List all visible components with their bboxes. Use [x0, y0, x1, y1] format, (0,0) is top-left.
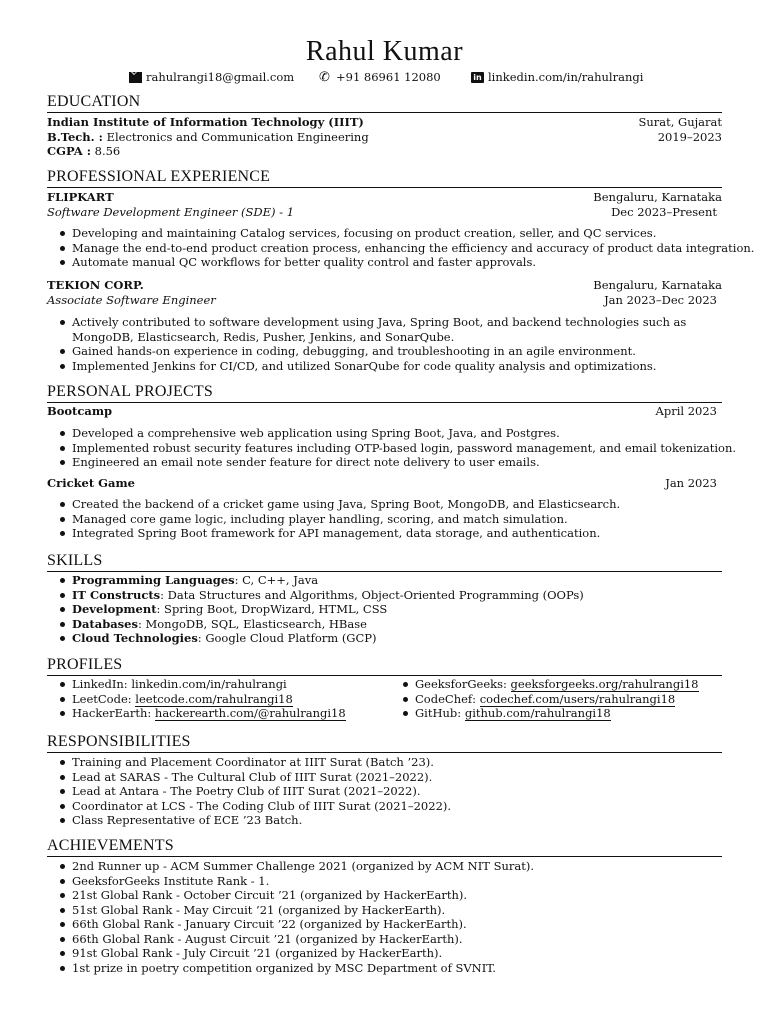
email-text[interactable]: rahulrangi18@gmail.com	[146, 70, 295, 84]
skill-value: : MongoDB, SQL, Elasticsearch, HBase	[137, 616, 367, 631]
list-item: Implemented robust security features including OTP-based login, password management, and email tokenization.	[47, 441, 736, 456]
profile-link[interactable]: geeksforgeeks.org/rahulrangi18	[510, 677, 699, 691]
list-item: Integrated Spring Boot framework for API management, data storage, and authentication.	[47, 526, 620, 541]
job-header-row	[47, 190, 722, 204]
list-item: GeeksforGeeks Institute Rank - 1.	[47, 874, 534, 889]
project-date: April 2023	[655, 404, 717, 418]
project-date: Jan 2023	[665, 476, 717, 490]
list-item: Developing and maintaining Catalog services, focusing on product creation, seller, and QC services.	[47, 226, 754, 241]
skill-label: Development	[72, 602, 157, 616]
list-item: Coordinator at LCS - The Coding Club of IIIT Surat (2021–2022).	[47, 799, 451, 814]
education-heading: EDUCATION	[47, 93, 722, 113]
profile-link[interactable]: hackerearth.com/@rahulrangi18	[154, 706, 346, 720]
list-item	[390, 706, 699, 721]
list-item	[47, 706, 346, 721]
profile-label: CodeChef:	[415, 691, 477, 706]
job-dates: Dec 2023–Present	[611, 204, 717, 219]
phone-icon: ✆	[319, 69, 330, 85]
list-item	[47, 692, 346, 707]
phone-contact[interactable]	[319, 70, 441, 85]
list-item	[47, 631, 584, 646]
contact-bar	[47, 70, 722, 85]
profiles-right-list	[390, 677, 699, 721]
achievements-heading: ACHIEVEMENTS	[47, 837, 722, 857]
candidate-name: Rahul Kumar	[305, 36, 464, 67]
degree-value: Electronics and Communication Engineering	[106, 129, 369, 144]
profile-link[interactable]: codechef.com/users/rahulrangi18	[479, 691, 676, 706]
list-item: Developed a comprehensive web application using Spring Boot, Java, and Postgres.	[47, 426, 736, 441]
profiles-heading: PROFILES	[47, 656, 722, 676]
institute-location: Surat, Gujarat	[638, 115, 722, 129]
list-item: Lead at SARAS - The Cultural Club of IIIT Surat (2021–2022).	[47, 770, 451, 785]
job-role: Associate Software Engineer	[47, 292, 216, 307]
profile-link[interactable]: github.com/rahulrangi18	[464, 706, 611, 720]
list-item: 2nd Runner up - ACM Summer Challenge 2021 (organized by ACM NIT Surat).	[47, 859, 534, 874]
phone-text[interactable]: +91 86961 12080	[336, 70, 441, 84]
skills-heading: SKILLS	[47, 552, 722, 572]
experience-heading: PROFESSIONAL EXPERIENCE	[47, 168, 722, 188]
responsibilities-heading: RESPONSIBILITIES	[47, 733, 722, 753]
list-item	[47, 617, 584, 632]
envelope-icon	[129, 72, 142, 83]
list-item: 66th Global Rank - January Circuit ’22 (organized by HackerEarth).	[47, 917, 534, 932]
responsibilities-list	[47, 755, 451, 828]
email-contact[interactable]	[129, 70, 294, 85]
company-name: TEKION CORP.	[47, 278, 144, 292]
list-item	[47, 602, 584, 617]
job-location: Bengaluru, Karnataka	[593, 190, 722, 204]
project-bullets	[47, 426, 736, 470]
education-institute-row	[47, 115, 722, 129]
list-item	[47, 588, 584, 603]
list-item: 66th Global Rank - August Circuit ’21 (organized by HackerEarth).	[47, 932, 534, 947]
list-item: 91st Global Rank - July Circuit ’21 (organized by HackerEarth).	[47, 946, 534, 961]
cgpa-label: CGPA :	[47, 144, 91, 158]
skills-list	[47, 573, 584, 646]
list-item: Actively contributed to software development using Java, Spring Boot, and backend technologies such as MongoDB, Elasticsearch, Redis, Pusher, Jenkins, and SonarQube.	[47, 315, 722, 344]
job-role-row	[47, 205, 722, 219]
institute-name: Indian Institute of Information Technology (IIIT)	[47, 115, 364, 129]
profile-label: GeeksforGeeks:	[415, 677, 507, 691]
skill-label: Databases	[72, 616, 138, 631]
list-item: Lead at Antara - The Poetry Club of IIIT Surat (2021–2022).	[47, 784, 451, 799]
profile-link[interactable]: leetcode.com/rahulrangi18	[135, 691, 293, 706]
profile-link[interactable]: linkedin.com/in/rahulrangi	[131, 677, 287, 691]
projects-heading: PERSONAL PROJECTS	[47, 383, 722, 403]
profile-label: LeetCode:	[72, 691, 132, 706]
cgpa-value: 8.56	[94, 144, 121, 158]
skill-value: : Data Structures and Algorithms, Object-Oriented Programming (OOPs)	[160, 587, 584, 602]
list-item: Managed core game logic, including player handling, scoring, and match simulation.	[47, 512, 620, 527]
list-item: Training and Placement Coordinator at IIIT Surat (Batch ’23).	[47, 755, 451, 770]
list-item: Engineered an email note sender feature for direct note delivery to user emails.	[47, 455, 736, 470]
education-cgpa-row	[47, 144, 722, 158]
job-role: Software Development Engineer (SDE) - 1	[47, 204, 295, 219]
achievements-list	[47, 859, 534, 975]
project-header-row	[47, 476, 722, 490]
project-name: Bootcamp	[47, 404, 113, 418]
skill-label: Programming Languages	[72, 573, 235, 587]
list-item: Implemented Jenkins for CI/CD, and utilized SonarQube for code quality analysis and optimizations.	[47, 359, 722, 374]
job-header-row	[47, 278, 722, 292]
job-role-row	[47, 293, 722, 307]
list-item: 1st prize in poetry competition organized by MSC Department of SVNIT.	[47, 961, 534, 976]
job-dates: Jan 2023–Dec 2023	[604, 292, 717, 307]
profile-label: GitHub:	[415, 706, 462, 720]
linkedin-icon: in	[471, 72, 484, 83]
linkedin-text[interactable]: linkedin.com/in/rahulrangi	[488, 70, 644, 84]
list-item: 51st Global Rank - May Circuit ’21 (organized by HackerEarth).	[47, 903, 534, 918]
list-item: Automate manual QC workflows for better quality control and faster approvals.	[47, 255, 754, 270]
linkedin-contact[interactable]	[471, 70, 643, 85]
job-bullets	[47, 226, 754, 270]
list-item	[390, 677, 699, 692]
education-years: 2019–2023	[657, 129, 722, 144]
list-item	[47, 573, 584, 588]
project-name: Cricket Game	[47, 476, 135, 490]
project-bullets	[47, 497, 620, 541]
job-bullets	[47, 315, 722, 373]
job-location: Bengaluru, Karnataka	[593, 278, 722, 292]
list-item: 21st Global Rank - October Circuit ’21 (organized by HackerEarth).	[47, 888, 534, 903]
list-item	[47, 677, 346, 692]
profiles-left-list	[47, 677, 346, 721]
skill-label: Cloud Technologies	[72, 631, 198, 645]
list-item	[390, 692, 699, 707]
company-name: FLIPKART	[47, 190, 114, 204]
degree-label: B.Tech. :	[47, 129, 103, 144]
skill-value: : Spring Boot, DropWizard, HTML, CSS	[156, 602, 388, 616]
skill-value: : Google Cloud Platform (GCP)	[197, 631, 377, 645]
list-item: Gained hands-on experience in coding, debugging, and troubleshooting in an agile environment.	[47, 344, 722, 359]
project-header-row	[47, 404, 722, 418]
education-degree-row	[47, 130, 722, 144]
profile-label: LinkedIn:	[72, 677, 128, 691]
list-item: Created the backend of a cricket game using Java, Spring Boot, MongoDB, and Elasticsearch.	[47, 497, 620, 512]
skill-label: IT Constructs	[72, 587, 161, 602]
list-item: Manage the end-to-end product creation process, enhancing the efficiency and accuracy of product data integration.	[47, 241, 754, 256]
list-item: Class Representative of ECE ’23 Batch.	[47, 813, 451, 828]
profile-label: HackerEarth:	[72, 706, 152, 720]
skill-value: : C, C++, Java	[234, 573, 319, 587]
